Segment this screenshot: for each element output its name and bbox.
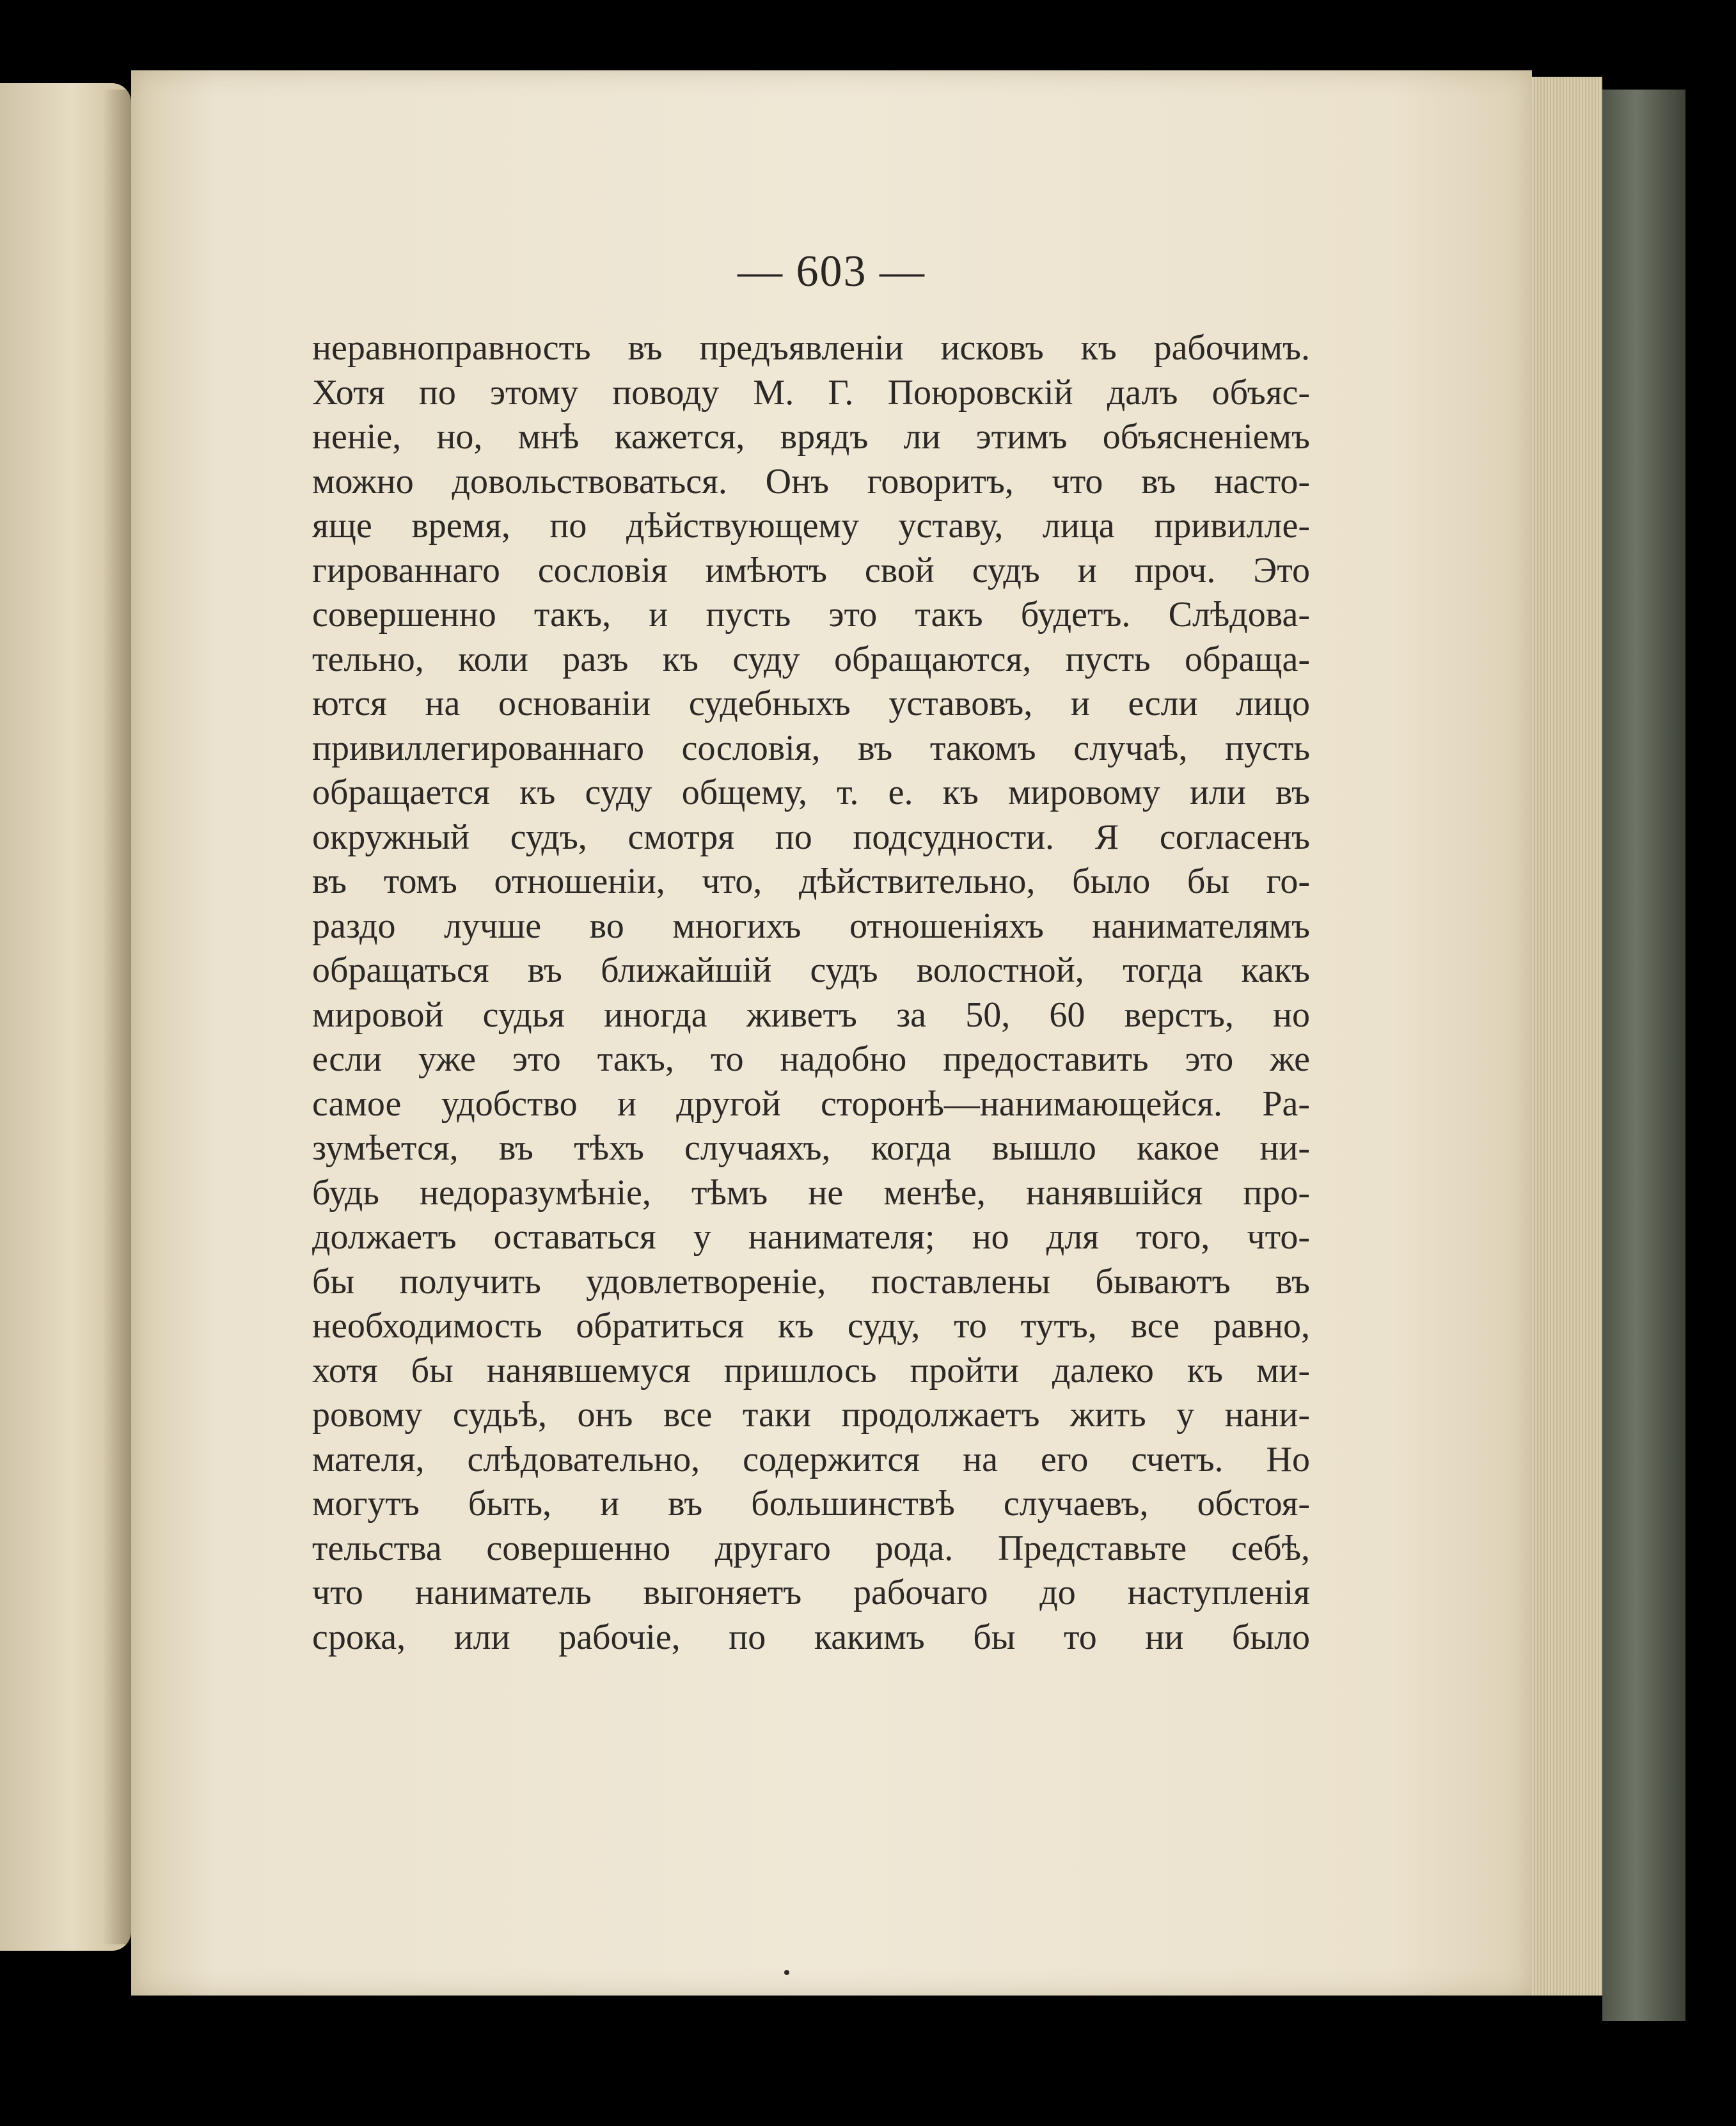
text-line: раздо лучше во многихъ отношеніяхъ нанимателямъ xyxy=(312,906,1310,946)
text-line: неніе, но, мнѣ кажется, врядъ ли этимъ объясненіемъ xyxy=(312,417,1310,457)
text-line: могутъ быть, и въ большинствѣ случаевъ, обстоя- xyxy=(312,1484,1310,1524)
printer-mark xyxy=(784,1970,789,1975)
book-cover-edge xyxy=(1602,90,1685,2021)
text-line: самое удобство и другой сторонѣ—нанимающейся. Ра- xyxy=(312,1083,1310,1124)
text-line: въ томъ отношеніи, что, дѣйствительно, было бы го- xyxy=(312,862,1310,901)
text-line: бы получить удовлетвореніе, поставлены бываютъ въ xyxy=(312,1261,1310,1302)
text-line: мателя, слѣдовательно, содержится на его счетъ. Но xyxy=(312,1439,1310,1479)
text-line: яще время, по дѣйствующему уставу, лица привилле- xyxy=(312,506,1310,546)
page-number: — 603 — xyxy=(738,247,926,296)
text-line: что наниматель выгоняетъ рабочаго до наступленія xyxy=(312,1573,1310,1612)
text-line: срока, или рабочіе, по какимъ бы то ни было xyxy=(312,1617,1310,1657)
text-line: если уже это такъ, то надобно предоставить это же xyxy=(312,1039,1310,1079)
text-line: Хотя по этому поводу М. Г. Поюровскій далъ объяс- xyxy=(312,372,1310,413)
text-line: ровому судьѣ, онъ все таки продолжаетъ жить у нани- xyxy=(312,1395,1310,1435)
text-line: совершенно такъ, и пусть это такъ будетъ. Слѣдова- xyxy=(312,595,1310,634)
text-line: окружный судъ, смотря по подсудности. Я согласенъ xyxy=(312,817,1310,857)
text-line: обращаться въ ближайшій судъ волостной, тогда какъ xyxy=(312,950,1310,990)
text-line: обращается къ суду общему, т. е. къ мировому или въ xyxy=(312,773,1310,812)
text-line: будь недоразумѣніе, тѣмъ не менѣе, нанявшійся про- xyxy=(312,1172,1310,1213)
text-line: ются на основаніи судебныхъ уставовъ, и если лицо xyxy=(312,684,1310,723)
text-line: зумѣется, въ тѣхъ случаяхъ, когда вышло какое ни- xyxy=(312,1128,1310,1168)
page-stack-edge xyxy=(1532,77,1602,1996)
text-line: неравноправность въ предъявленіи исковъ къ рабочимъ. xyxy=(312,328,1310,368)
text-line: привиллегированнаго сословія, въ такомъ случаѣ, пусть xyxy=(312,728,1310,768)
text-line: тельства совершенно другаго рода. Представьте себѣ, xyxy=(312,1528,1310,1568)
text-line: тельно, коли разъ къ суду обращаются, пусть обраща- xyxy=(312,639,1310,679)
body-text xyxy=(312,326,1310,1660)
text-line: хотя бы нанявшемуся пришлось пройти далеко къ ми- xyxy=(312,1350,1310,1390)
text-line: мировой судья иногда живетъ за 50, 60 верстъ, но xyxy=(312,995,1310,1035)
text-line: необходимость обратиться къ суду, то тутъ, все равно, xyxy=(312,1306,1310,1346)
text-line: гированнаго сословія имѣютъ свой судъ и проч. Это xyxy=(312,550,1310,590)
text-line: должаетъ оставаться у нанимателя; но для того, что- xyxy=(312,1217,1310,1257)
text-line: можно довольствоваться. Онъ говоритъ, что въ насто- xyxy=(312,461,1310,501)
